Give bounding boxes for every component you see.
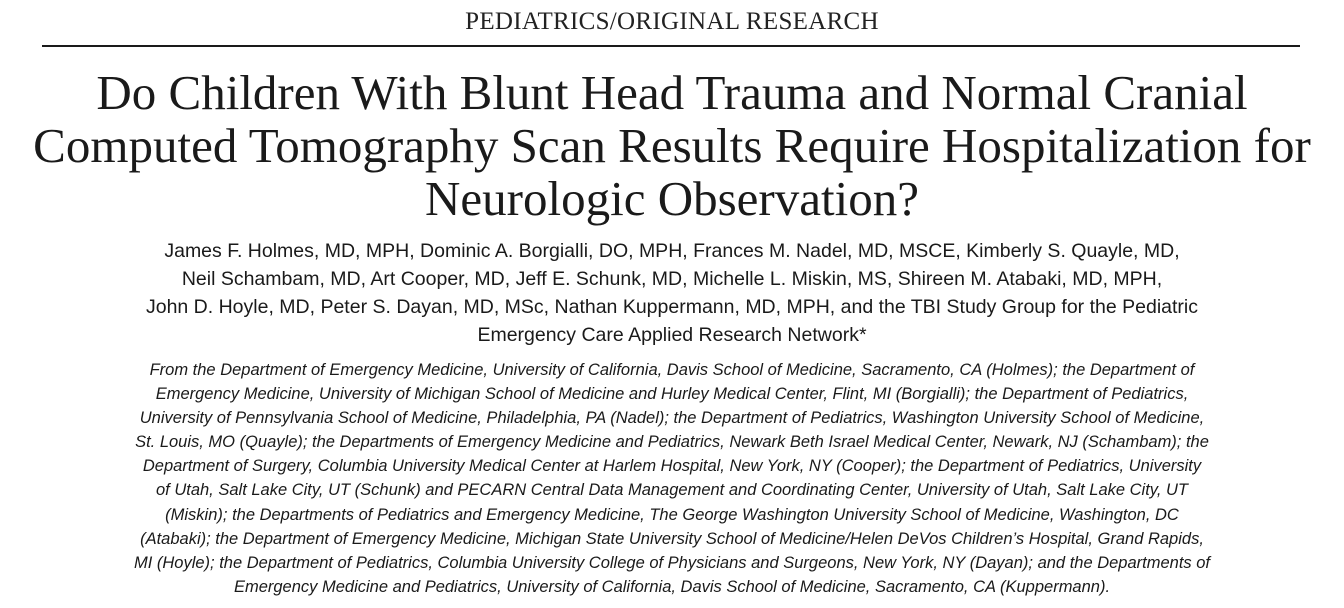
affiliation-line: University of Pennsylvania School of Medicine, Philadelphia, PA (Nadel); the Department of Pediatrics, Washington University School of Medicine, (139, 409, 1205, 428)
article-title (20, 66, 1324, 225)
affiliations (20, 358, 1324, 599)
affiliation-line: (Miskin); the Departments of Pediatrics and Emergency Medicine, The George Washington University School of Medicine, Washington, DC (165, 505, 1179, 524)
affiliation-line: St. Louis, MO (Quayle); the Departments of Emergency Medicine and Pediatrics, Newark Beth Israel Medical Center, Newark, NJ (Schambam); the (135, 433, 1209, 452)
affiliation-line: Department of Surgery, Columbia University Medical Center at Harlem Hospital, New York, NY (Cooper); the Department of Pediatrics, University (142, 457, 1202, 476)
affiliation-line: MI (Hoyle); the Department of Pediatrics, Columbia University College of Physicians and Surgeons, New York, NY (Dayan); and the Departments of (133, 553, 1211, 572)
author-line: Neil Schambam, MD, Art Cooper, MD, Jeff E. Schunk, MD, Michelle L. Miskin, MS, Shireen M. Atabaki, MD, MPH, (181, 268, 1163, 290)
affiliation-line: From the Department of Emergency Medicine, University of California, Davis School of Medicine, Sacramento, CA (Holmes); the Department of (149, 361, 1195, 379)
author-line: John D. Hoyle, MD, Peter S. Dayan, MD, MSc, Nathan Kuppermann, MD, MPH, and the TBI Study Group for the Pediatric (145, 296, 1198, 318)
affiliation-line: Emergency Medicine, University of Michigan School of Medicine and Hurley Medical Center, Flint, MI (Borgialli); the Department of Pediatrics, (155, 385, 1189, 404)
title-line: Neurologic Observation? (425, 171, 919, 226)
header-rule (42, 45, 1300, 47)
title-line: Do Children With Blunt Head Trauma and Normal Cranial (96, 65, 1248, 120)
author-line: Emergency Care Applied Research Network* (477, 324, 867, 346)
affiliation-line: of Utah, Salt Lake City, UT (Schunk) and PECARN Central Data Management and Coordinating Center, University of Utah, Salt Lake City, UT (155, 481, 1188, 500)
affiliation-line: (Atabaki); the Department of Emergency Medicine, Michigan State University School of Medicine/Helen DeVos Children’s Hospital, Grand Rapids, (140, 529, 1204, 548)
affiliation-line: Emergency Medicine and Pediatrics, University of California, Davis School of Medicine, Sacramento, CA (Kuppermann). (233, 577, 1111, 596)
author-line: James F. Holmes, MD, MPH, Dominic A. Borgialli, DO, MPH, Frances M. Nadel, MD, MSCE, Kimberly S. Quayle, MD, (164, 240, 1180, 262)
section-label: PEDIATRICS/ORIGINAL RESEARCH (465, 8, 879, 35)
title-line: Computed Tomography Scan Results Require Hospitalization for (33, 118, 1311, 173)
author-list (20, 237, 1324, 349)
